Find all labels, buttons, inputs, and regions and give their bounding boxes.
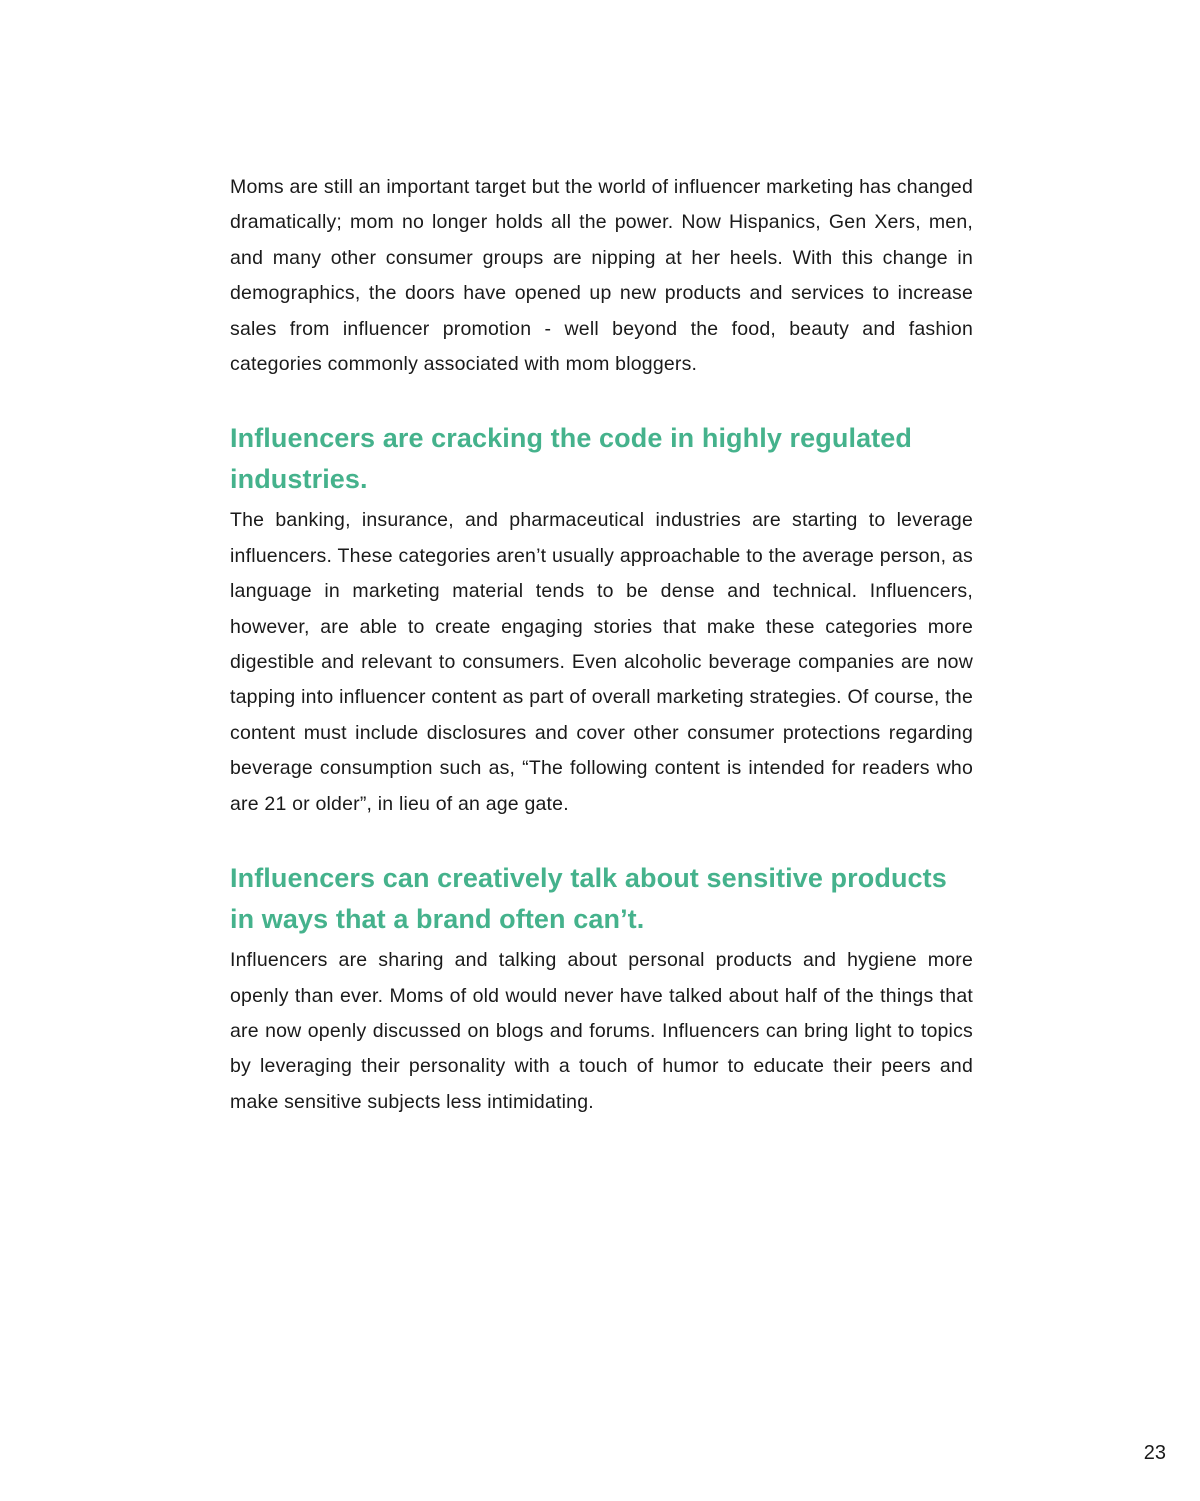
- regulated-industries-heading: Influencers are cracking the code in highly regulated industries.: [230, 423, 912, 494]
- regulated-industries-paragraph: The banking, insurance, and pharmaceutical industries are starting to leverage influencers. These categories aren’t usually approachable to the average person, as language in marketing material tends to be dense and technical. Influencers, however, are able to create engaging stories that make these categories more digestible and relevant to consumers. Even alcoholic beverage companies are now tapping into influencer content as part of overall marketing strategies. Of course, the content must include disclosures and cover other consumer protections regarding beverage consumption such as, “The following content is intended for readers who are 21 or older”, in lieu of an age gate.: [230, 509, 973, 815]
- sensitive-products-paragraph: Influencers are sharing and talking about personal products and hygiene more openly than ever. Moms of old would never have talked about half of the things that are now openly discussed on blogs and forums. Influencers can bring light to topics by leveraging their personality with a touch of humor to educate their peers and make sensitive subjects less intimidating.: [230, 949, 973, 1113]
- sensitive-products-heading: Influencers can creatively talk about sensitive products in ways that a brand often can’t.: [230, 863, 947, 934]
- page-number: 23: [1143, 1442, 1166, 1464]
- document-body: [230, 170, 973, 1120]
- intro-paragraph: Moms are still an important target but the world of influencer marketing has changed dramatically; mom no longer holds all the power. Now Hispanics, Gen Xers, men, and many other consumer groups are nipping at her heels. With this change in demographics, the doors have opened up new products and services to increase sales from influencer promotion - well beyond the food, beauty and fashion categories commonly associated with mom bloggers.: [230, 176, 974, 376]
